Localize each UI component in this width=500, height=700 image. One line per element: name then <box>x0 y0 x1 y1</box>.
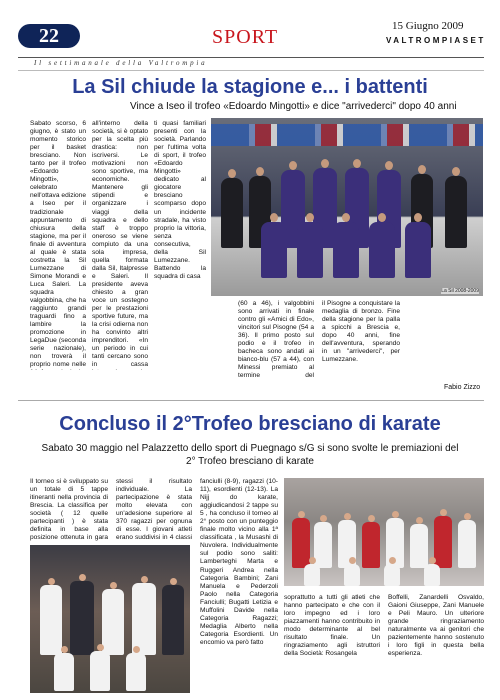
article-column: Boffelli, Zanardelli Osvaldo, Gaioni Giuseppe, Zani Manuele e Peli Mauro. Un ulteriore grande ringraziamento naturalmente va ai genitori che pazientemente hanno sostenuto i loro figli in questa bella esperienza. <box>388 594 484 658</box>
article-subheadline: Vince a Iseo il trofeo «Edoardo Mingotti» e dice "arrivederci" dopo 40 anni <box>130 101 457 112</box>
team-member <box>333 222 359 278</box>
athlete <box>410 524 428 568</box>
issue-date: 15 Giugno 2009 <box>392 20 464 32</box>
team-member <box>297 222 323 278</box>
athlete <box>126 653 146 691</box>
masthead-brand: VALTROMPIASET <box>386 36 486 45</box>
article-column: ti quasi familiari presenti con la società. Parlando per l'ultima volta di sport, il trofeo «Edoardo Mingotti» dedicato al giocatore bresciano scomparso dopo un incidente stradale, ha visto proprio la vittoria, senza consecutiva, della Sil Lumezzane. Battendo la squadra di casa <box>154 120 206 280</box>
athlete <box>70 581 94 655</box>
athlete <box>424 564 440 586</box>
team-member <box>221 178 243 248</box>
team-member <box>445 176 467 248</box>
athlete <box>90 651 110 691</box>
author-signature: Fabio Zizzo <box>444 384 481 391</box>
masthead-divider <box>18 57 484 58</box>
article-column: fanciulli (8-9), ragazzi (10-11), esordienti (12-13). La Nijj do karate, aggiudicandosi 2 tappe su 5 , ha concluso il torneo al 2° posto con un punteggio finale molto vicino alla 1ª classificata , la Musashi di Nuvolera. Individualmente sul podio sono saliti: Lamberteghi Marta e Ruggeri Andrea nella Categoria Bambini; Zani Manuela e Pederzoli Paolo nella Categoria Fanciulli; Bugatti Letizia e Muffolini Davide nella Categoria Ragazzi; Medaglia Alberto nella Categoria Esordienti. Un encomio va però fatto <box>200 478 278 646</box>
article-column: (60 a 46), i valgobbini sono arrivati in finale contro gli «Amici di Edo», vincitori sul Pisogne (54 a 36). Il primo posto sul podio e il trofeo in bacheca sono andati ai bianco-blu (57 a 44), con Minessi premiato al termine del <box>238 300 314 380</box>
article-subheadline: Sabato 30 maggio nel Palazzetto dello sport di Puegnago s/G si sono svolte le premiazioni del 2° Trofeo bresciano di karate <box>41 443 459 467</box>
article-separator <box>18 400 484 401</box>
athlete <box>132 583 156 655</box>
athlete <box>458 520 476 568</box>
athlete <box>344 564 360 586</box>
article-column: Il torneo si è sviluppato su un totale di 5 tappe itineranti nella provincia di Brescia. La classifica per società ( 12 quelle partecipanti ) è stata definita in base alla posizione ottenuta in gara <box>30 478 108 542</box>
article-column: il Pisogne a conquistare la medaglia di bronzo. Fine della stagione per la palla a spicchi a Brescia e, dopo 40 anni, fine dell'avventura, sperando in un "arrivederci", per Lumezzane. <box>322 300 400 364</box>
team-photo <box>211 118 483 296</box>
article-column: stessi il risultato individuale. La partecipazione è stata molto elevata con un'adesione superiore al 370 ragazzi per ognuna di esse. I giovani atleti erano suddivisi in 4 classi <box>116 478 192 542</box>
team-member <box>405 222 431 278</box>
karate-group-photo <box>284 478 484 586</box>
article-column: soprattutto a tutti gli atleti che hanno partecipato e che con il loro impegno ed i loro piazzamenti hanno contribuito in modo determinante al bel risultato finale. Un ringraziamento agli istruttori della Società: Rosangela <box>284 594 380 658</box>
section-title: SPORT <box>212 26 279 48</box>
athlete <box>304 564 320 586</box>
athlete <box>40 585 62 655</box>
athlete <box>54 653 74 691</box>
athlete <box>314 522 332 568</box>
article-column: Sabato scorso, 6 giugno, è stato un momento storico per il basket bresciano. Non tanto per il trofeo «Edoardo Mingotti», celebrato nell'ottava edizione a Iseo per il tradizionale appuntamento di chiusura della stagione, ma per il finale di avventura al quale è stata costretta la Sil Lumezzane di Simone Morandi e Luca Saleri. La squadra valgobbina, che ha raggiunto grandi traguardi fino a lambire la promozione in LegaDue (seconda serie nazionale), non troverà il proprio nome nelle <box>30 120 86 369</box>
photo-caption: La Sil 2008-2009 <box>441 288 479 294</box>
article-headline: La Sil chiude la stagione e... i battenti <box>72 76 428 98</box>
arena-banners <box>211 124 483 146</box>
athlete <box>102 589 124 655</box>
article-headline: Concluso il 2°Trofeo bresciano di karate <box>59 413 441 435</box>
athlete <box>434 516 452 568</box>
awards-photo <box>30 545 190 693</box>
masthead-tagline: Il settimanale della Valtrompia <box>34 59 208 67</box>
athlete <box>362 522 380 568</box>
page-number-badge: 22 <box>18 24 80 48</box>
team-member <box>369 222 395 278</box>
tagline-divider <box>18 70 484 71</box>
athlete <box>384 564 400 586</box>
athlete <box>292 518 310 568</box>
article-column: all'interno della società, si è optato per la scelta più drastica: non iscriversi. Le motivazioni non sono sportive, ma economiche. Mantenere gli stipendi e organizzare i viaggi della squadra e dello staff è troppo oneroso se viene compiuto da una sola impresa, quella formata dalla Sil, Italpresse e Saleri. Il presidente aveva chiesto a gran voce un sostegno per le prestazioni sportive future, ma la crisi odierna non ha convinto altri imprenditori. «In un periodo in cui tanti cercano sono in cassa <box>92 120 148 369</box>
athlete <box>162 585 184 655</box>
team-member <box>261 222 287 278</box>
